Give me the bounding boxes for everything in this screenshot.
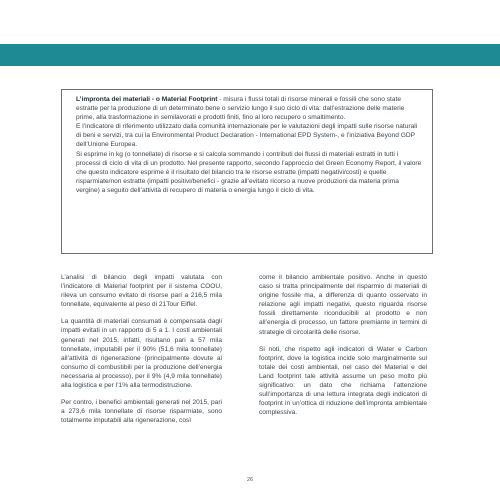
body-paragraph: Si noti, che rispetto agli indicatori di Water e Carbon footprint, dove la logistica incide solo marginalmente sul totale dei costi ambientali, nel caso del Material e del Land footprint tale attività assume un peso molto più significativo: un dato che richiama l’attenzione sull’importanza di una lettura integrata degli indicatori di footprint in un’ottica di riduzione dell’impronta ambientale complessiva. [259,345,427,417]
definition-intro-text: - misura i flussi totali di risorse minerali e fossili che sono state estratte per la produzione di un determinato bene o servizio lungo il suo ciclo di vita: dall’estrazione delle materie prime, alla trasformazione in semilavorati e prodotti finiti, fino al loro recupero o smaltimento. [76,96,405,122]
definition-text [76,95,422,195]
left-column [61,273,222,433]
body-paragraph: come il bilancio ambientale positivo. Anche in questo caso si tratta principalmente del risparmio di materiali di origine fossile ma, a differenza di quanto osservato in relazione agli impatti negativi, questo riguarda risorse fossili direttamente riconducibili al prodotto e non all’energia di processo, un fattore premiante in termini di strategie di circolarità delle risorse. [259,274,427,336]
body-paragraph: Per contro, i benefici ambientali generati nel 2015, pari a 273,6 mila tonnellate di risorse risparmiate, sono totalmente imputabili alla rigenerazione, così [61,399,222,425]
right-column [259,273,427,425]
header-band [0,44,500,66]
definition-intro [76,95,422,122]
definition-box [61,89,433,254]
definition-paragraph-3: Si esprime in kg (o tonnellate) di risorse e si calcola sommando i contributi dei flussi di materiali estratti in tutti i processi di ciclo di vita di un prodotto. Nel presente rapporto, secondo l’approccio del Green Economy Report, il valore che questo indicatore esprime è il risultato del bilancio tra le risorse estratte (impatti negativi/costi) e quelle risparmiate/non estratte (impatti positivi/benefici - grazie all’evitato ricorso a nuove produzioni da materia prima vergine) a seguito dell’attività di recupero di materia o energia lungo il ciclo di vita. [76,150,422,194]
body-paragraph: La quantità di materiali consumati è compensata dagli impatti evitati in un rapporto di 5 a 1. I costi ambientali generati nel 2015, infatti, risultano pari a 57 mila tonnellate, imputabili per il 90% (51,6 mila tonnellate) all’attività di rigenerazione (principalmente dovute al consumo di combustibili per la produzione dell’energia necessaria al processo), per il 9% (4,9 mila tonnellate) alla logistica e per l’1% alla termodistruzione. [61,318,222,390]
definition-title: L’impronta dei materiali - o Material Footprint [76,96,218,103]
body-paragraph: L’analisi di bilancio degli impatti valutata con l’indicatore di Material footprint per il sistema COOU, rileva un consumo evitato di risorse pari a 216,5 mila tonnellate, equivalente al peso di 21Tour Eiffel. [61,274,222,309]
definition-paragraph-2: E l’indicatore di riferimento utilizzato dalla comunità internazionale per le valutazioni degli impatti sulle risorse naturali di beni e servizi, tra cui la Environmental Product Declaration - International EPD System-, e l’iniziativa Beyond GDP dell’Unione Europea. [76,123,418,149]
page-number: 26 [246,477,254,483]
